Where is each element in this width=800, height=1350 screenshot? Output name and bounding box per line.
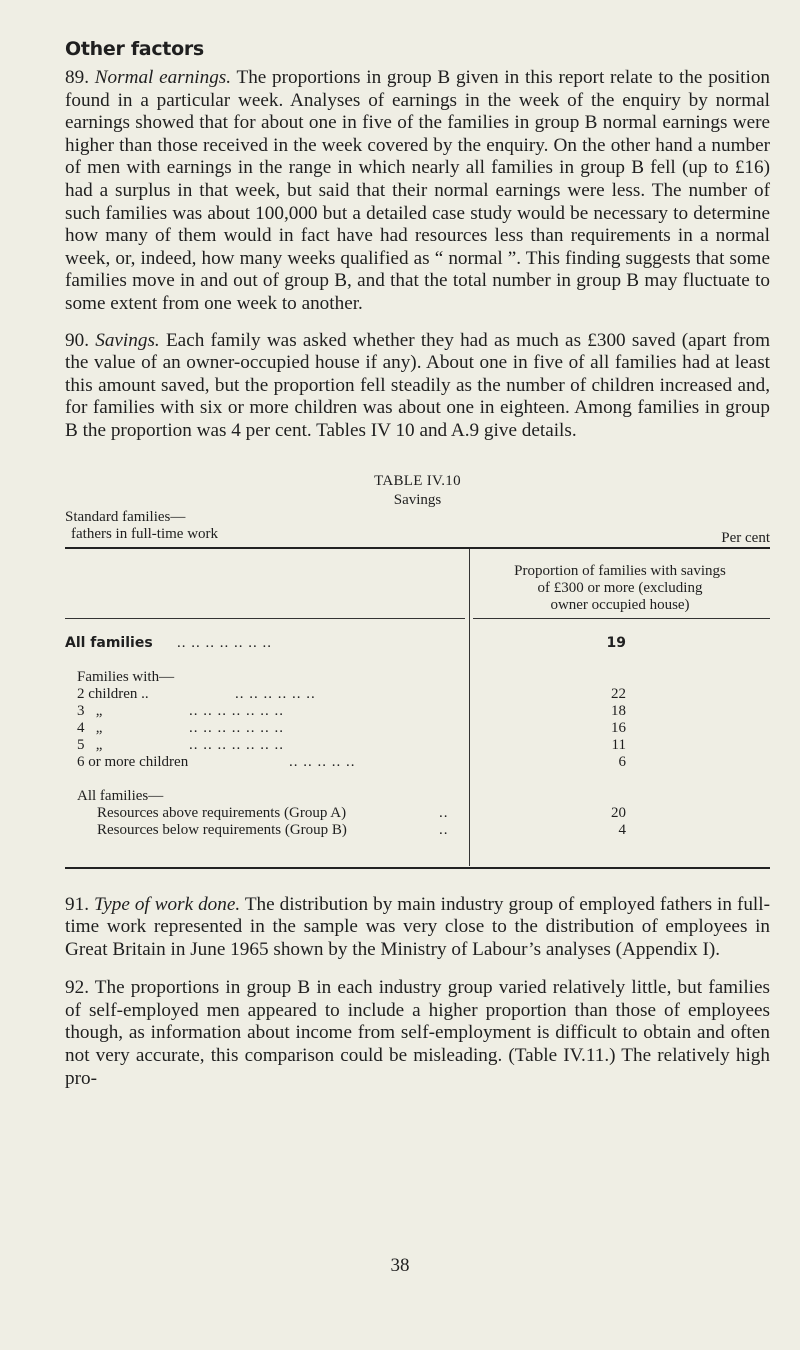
table-row: [65, 703, 770, 720]
table-row: [65, 686, 770, 703]
paragraph-90: [65, 330, 770, 443]
table-row: [65, 635, 770, 652]
paragraph-text: The proportions in group B given in this report relate to the position found in a particular week. Analyses of earnings in the week of the enquiry by normal earnings showed that for about one in five of the families in group B normal earnings were higher than those received in the week covered by the enquiry. On the other hand a number of men with earnings in the range in which nearly all families in group B fell (up to £16) had a surplus in that week, but said that their normal earnings were less. The number of such families was about 100,000 but a detailed case study would be necessary to determine how many of them would in fact have had resources less than requirements in a normal week, or, indeed, how many weeks qualified as “ normal ”. This finding suggests that some families move in and out of group B, and that the total number in group B may fluctuate to some extent from one week to another.: [65, 67, 771, 314]
paragraph-title: Savings.: [95, 329, 160, 351]
column-header: [475, 563, 765, 614]
table-unit-label: Per cent: [721, 529, 770, 546]
page-number: 38: [390, 1255, 410, 1276]
header-rule-right: [473, 618, 770, 619]
paragraph-91: [65, 894, 770, 962]
row-leader-dots: .. .. .. .. ..: [289, 753, 356, 770]
row-label: 2 children ..: [77, 685, 149, 702]
table-row: [65, 754, 770, 771]
row-label: 3 „: [77, 702, 103, 719]
header-rule-left: [65, 618, 465, 619]
paragraph-title: Type of work done.: [93, 893, 241, 915]
paragraph-number: 91.: [65, 893, 89, 915]
column-header-line-3: owner occupied house): [550, 596, 690, 613]
table-population-label: [65, 509, 218, 543]
row-label: All families: [65, 634, 153, 651]
population-line-2: fathers in full-time work: [71, 525, 219, 542]
row-label: Families with—: [77, 668, 175, 685]
column-header-line-1: Proportion of families with savings: [514, 562, 726, 579]
paragraph-number: 89.: [65, 67, 89, 88]
row-label: 4 „: [77, 719, 103, 736]
row-value: 16: [611, 719, 626, 736]
row-label: 6 or more children: [77, 753, 189, 770]
row-label: Resources below requirements (Group B): [97, 821, 347, 838]
table-title: TABLE IV.10: [374, 472, 461, 489]
row-value: 4: [618, 821, 626, 838]
document-page: [65, 38, 770, 1090]
row-leader-dots: .. .. .. .. .. .. ..: [189, 702, 284, 719]
paragraph-text: The proportions in group B in each industry group varied relatively little, but families of self-employed men appeared to include a higher proportion than those of employees though, as information about income from self-employment is difficult to obtain and often not very accurate, this comparison could be misleading. (Table IV.11.) The relatively high pro-: [65, 977, 770, 1089]
paragraph-text: Each family was asked whether they had as much as £300 saved (apart from the value of an owner-occupied house if any). About one in five of all families had at least this amount saved, but the proportion fell steadily as the number of children increased and, for families with six or more children was about one in eighteen. Among families in group B the proportion was 4 per cent. Tables IV 10 and A.9 give details.: [65, 329, 771, 441]
row-leader-dots: .. .. .. .. .. .. ..: [177, 634, 272, 651]
row-value: 22: [611, 685, 626, 702]
row-value: 20: [611, 804, 626, 821]
table-row: [65, 788, 770, 805]
column-header-line-2: of £300 or more (excluding: [537, 579, 703, 596]
paragraph-89: [65, 67, 770, 316]
paragraph-92: [65, 977, 770, 1090]
row-leader-dots: .. .. .. .. .. .. ..: [189, 736, 284, 753]
table-row: [65, 805, 770, 822]
paragraph-text: The distribution by main industry group of employed fathers in full-time work represented in the sample was very close to the distribution of employees in Great Britain in June 1965 shown by the Ministry of Labour’s analyses (Appendix I).: [65, 893, 770, 960]
row-leader-dots: .. .. .. .. .. .. ..: [189, 719, 284, 736]
row-value: 6: [618, 753, 626, 770]
section-heading: Other factors: [65, 38, 204, 60]
paragraph-title: Normal earnings.: [94, 67, 232, 88]
row-label: All families—: [77, 787, 164, 804]
row-value: 19: [606, 634, 626, 651]
table-row: [65, 720, 770, 737]
table-row: [65, 669, 770, 686]
row-leader-dots: ..: [439, 821, 449, 838]
row-value: 18: [611, 702, 626, 719]
population-line-1: Standard families—: [65, 508, 186, 525]
row-leader-dots: ..: [439, 804, 449, 821]
table-header-labels: [65, 509, 770, 547]
table-bottom-rule: [65, 867, 770, 869]
table-row: [65, 822, 770, 839]
paragraph-number: 92.: [65, 977, 89, 999]
table-row: [65, 737, 770, 754]
savings-table: [65, 549, 770, 867]
table-subtitle: Savings: [393, 491, 442, 508]
row-label: 5 „: [77, 736, 103, 753]
paragraph-number: 90.: [65, 329, 89, 351]
row-label: Resources above requirements (Group A): [97, 804, 347, 821]
row-leader-dots: .. .. .. .. .. ..: [235, 685, 316, 702]
row-value: 11: [611, 736, 626, 753]
